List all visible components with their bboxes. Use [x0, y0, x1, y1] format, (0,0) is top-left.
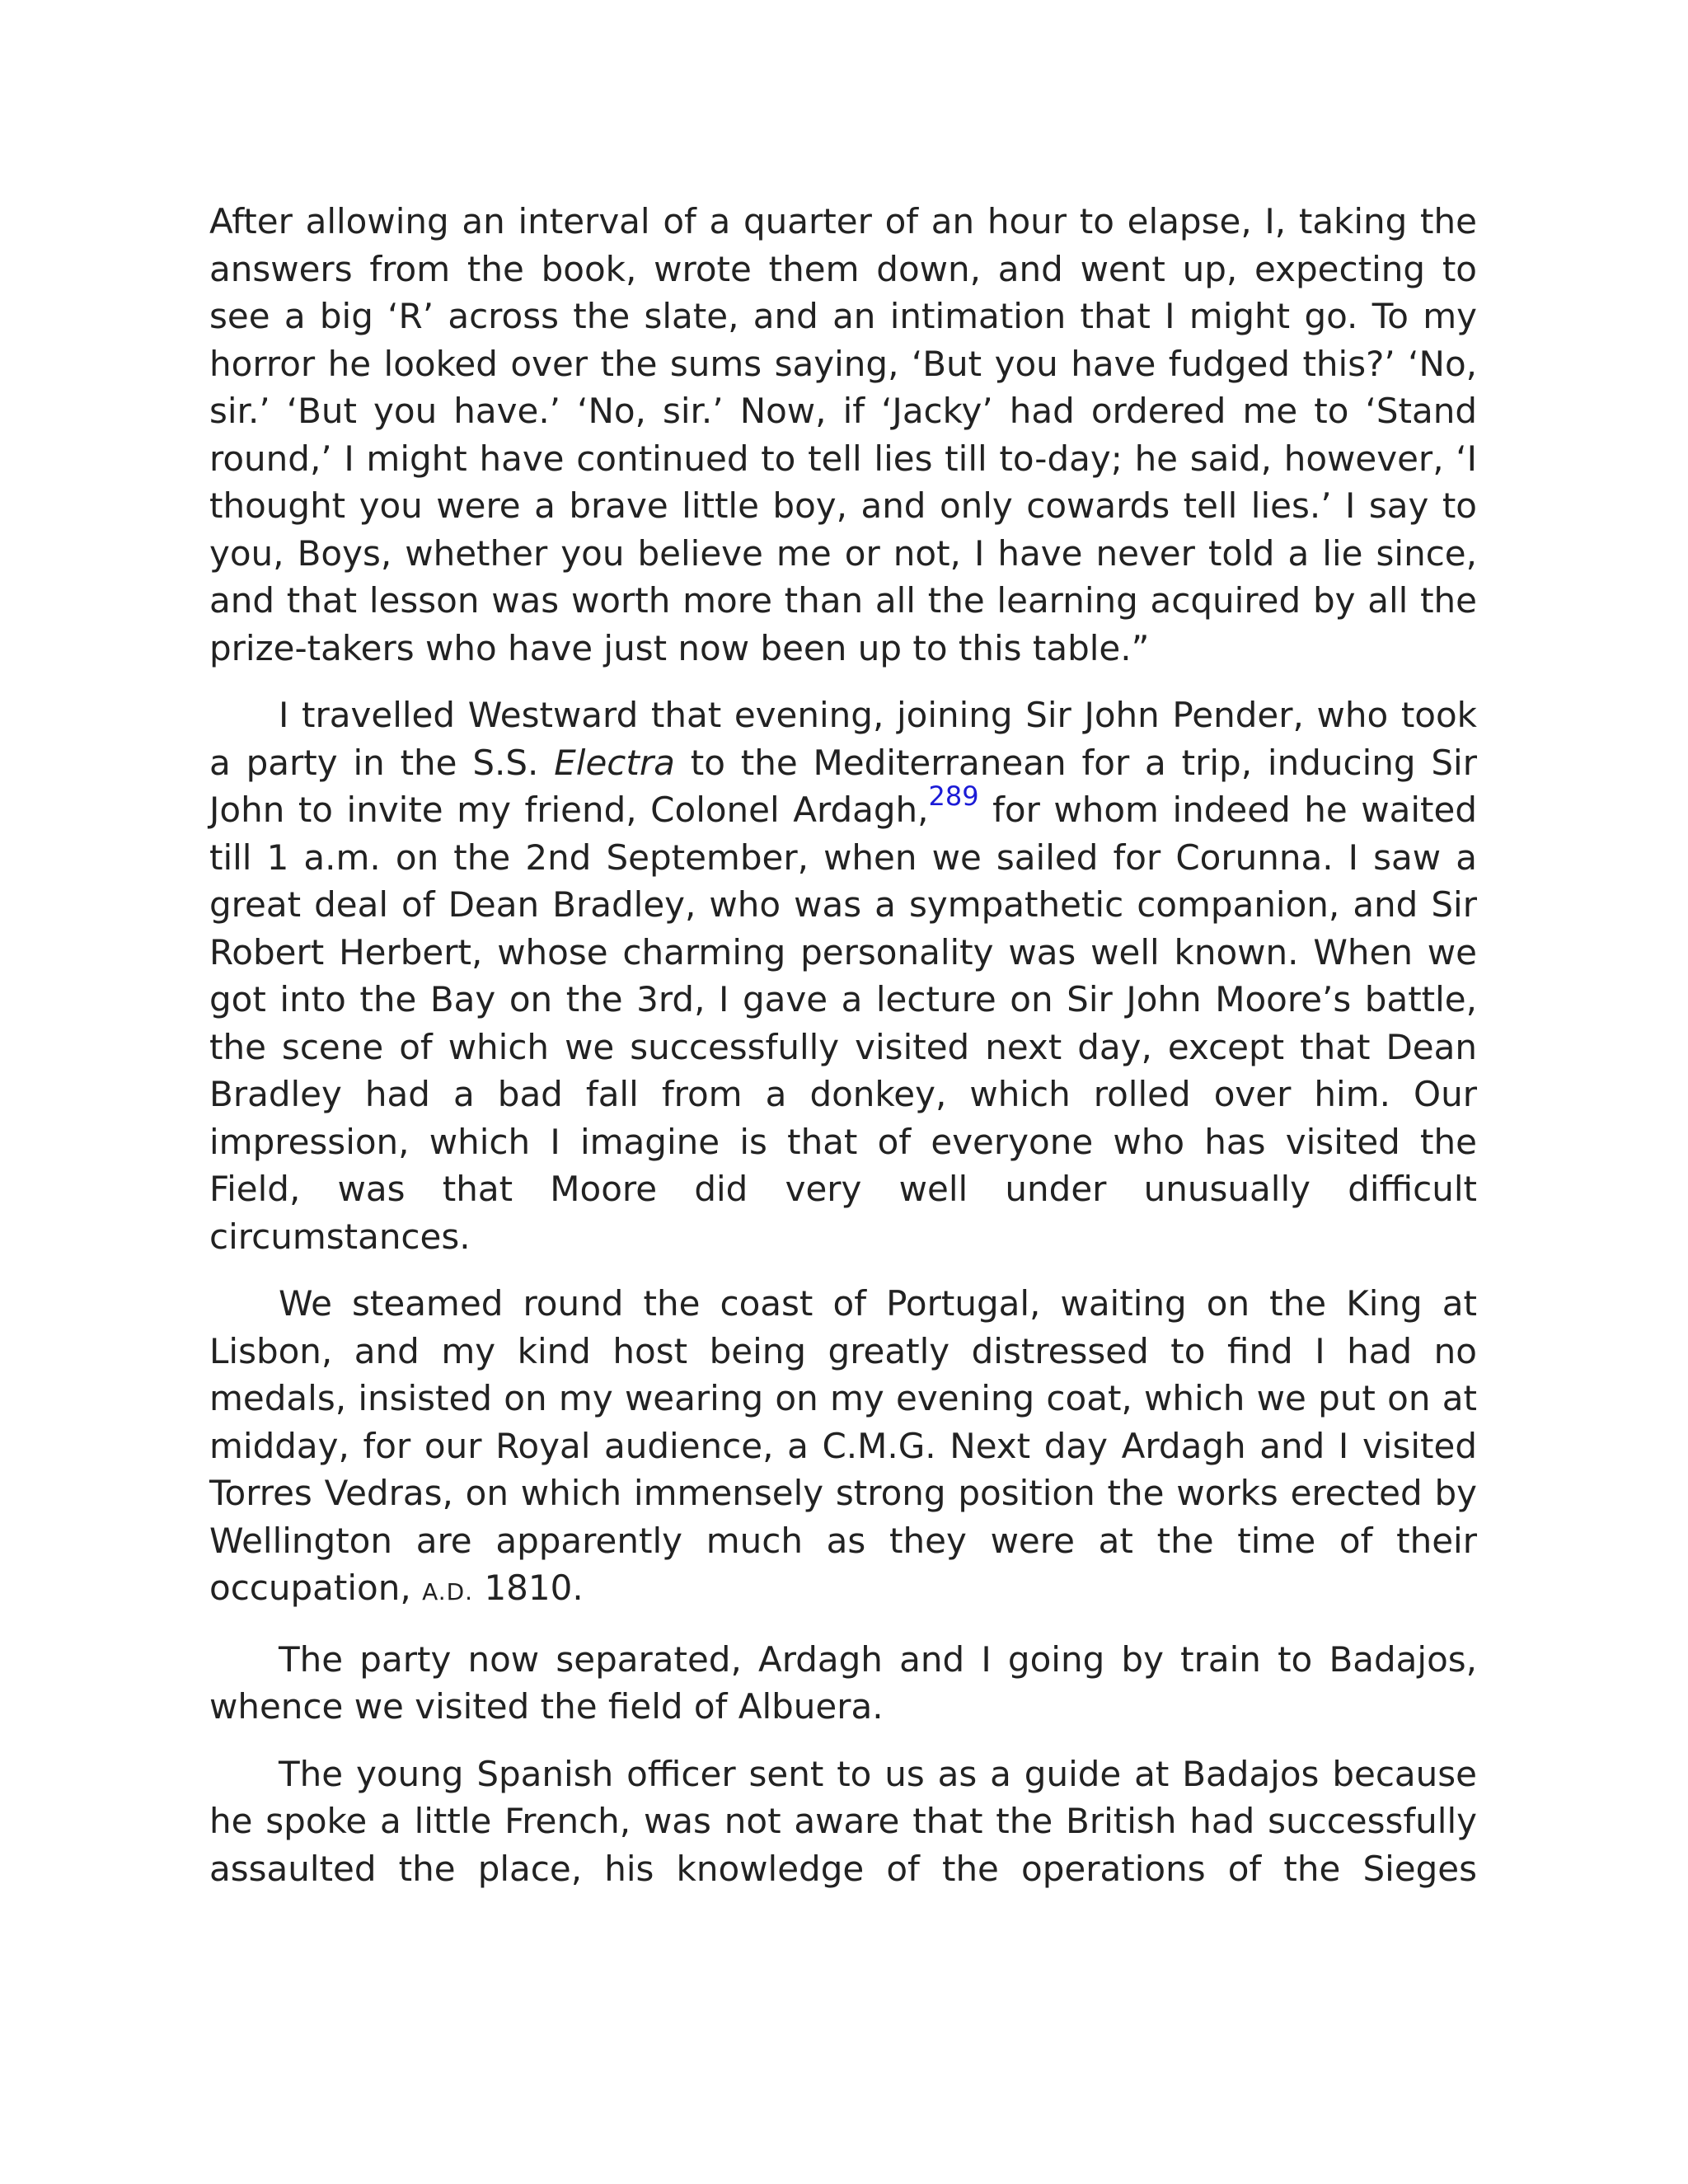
page-body [209, 198, 1477, 1912]
paragraph-3-text-a: We steamed round the coast of Portugal, waiting on the King at Lisbon, and my kind host being greatly distressed to find I had no medals, insisted on my wearing on my evening coat, which we put on at midday, for our Royal audience, a C.M.G. Next day Ardagh and I visited Torres Vedras, on which immensely strong position the works erected by Wellington are apparently much as they were at the time of their occupation, [209, 1283, 1477, 1608]
paragraph-2-text-a: I travelled Westward that evening, joining Sir John Pender, who took a party in the S.S. [209, 695, 1477, 783]
paragraph-5: The young Spanish officer sent to us as a guide at Badajos because he spoke a little French, was not aware that the British had successfully assaulted the place, his knowledge of the operations of the Sieges [209, 1753, 1477, 1889]
paragraph-3 [209, 1280, 1477, 1616]
paragraph-4: The party now separated, Ardagh and I going by train to Badajos, whence we visited the field of Albuera. [209, 1638, 1477, 1727]
paragraph-2-text-c: for whom indeed he waited till 1 a.m. on the 2nd September, when we sailed for Corunna. I saw a great deal of Dean Bradley, who was a sympathetic companion, and Sir Robert Herbert, whose charming personality was well known. When we got into the Bay on the 3rd, I gave a lecture on Sir John Moore’s battle, the scene of which we successfully visited next day, except that Dean Bradley had a bad fall from a donkey, which rolled over him. Our impression, which I imagine is that of everyone who has visited the Field, was that Moore did very well under unusually difficult circumstances. [209, 790, 1477, 1257]
paragraph-2 [209, 691, 1477, 1260]
era-abbreviation: A.D. [422, 1578, 474, 1605]
paragraph-3-text-b: 1810. [473, 1568, 584, 1608]
ship-name: Electra [554, 742, 675, 783]
paragraph-1: After allowing an interval of a quarter of an hour to elapse, I, taking the answers from the book, wrote them down, and went up, expecting to see a big ‘R’ across the slate, and an intimation that I might go. To my horror he looked over the sums saying, ‘But you have fudged this?’ ‘No, sir.’ ‘But you have.’ ‘No, sir.’ Now, if ‘Jacky’ had ordered me to ‘Stand round,’ I might have continued to tell lies till to-day; he said, however, ‘I thought you were a brave little boy, and only cowards tell lies.’ I say to you, Boys, whether you believe me or not, I have never told a lie since, and that lesson was worth more than all the learning acquired by all the prize-takers who have just now been up to this table.” [209, 201, 1477, 668]
footnote-link[interactable]: 289 [928, 780, 979, 812]
paragraph-2-text-b: to the Mediterranean for a trip, inducing Sir John to invite my friend, Colonel Ardagh, [209, 742, 1477, 830]
